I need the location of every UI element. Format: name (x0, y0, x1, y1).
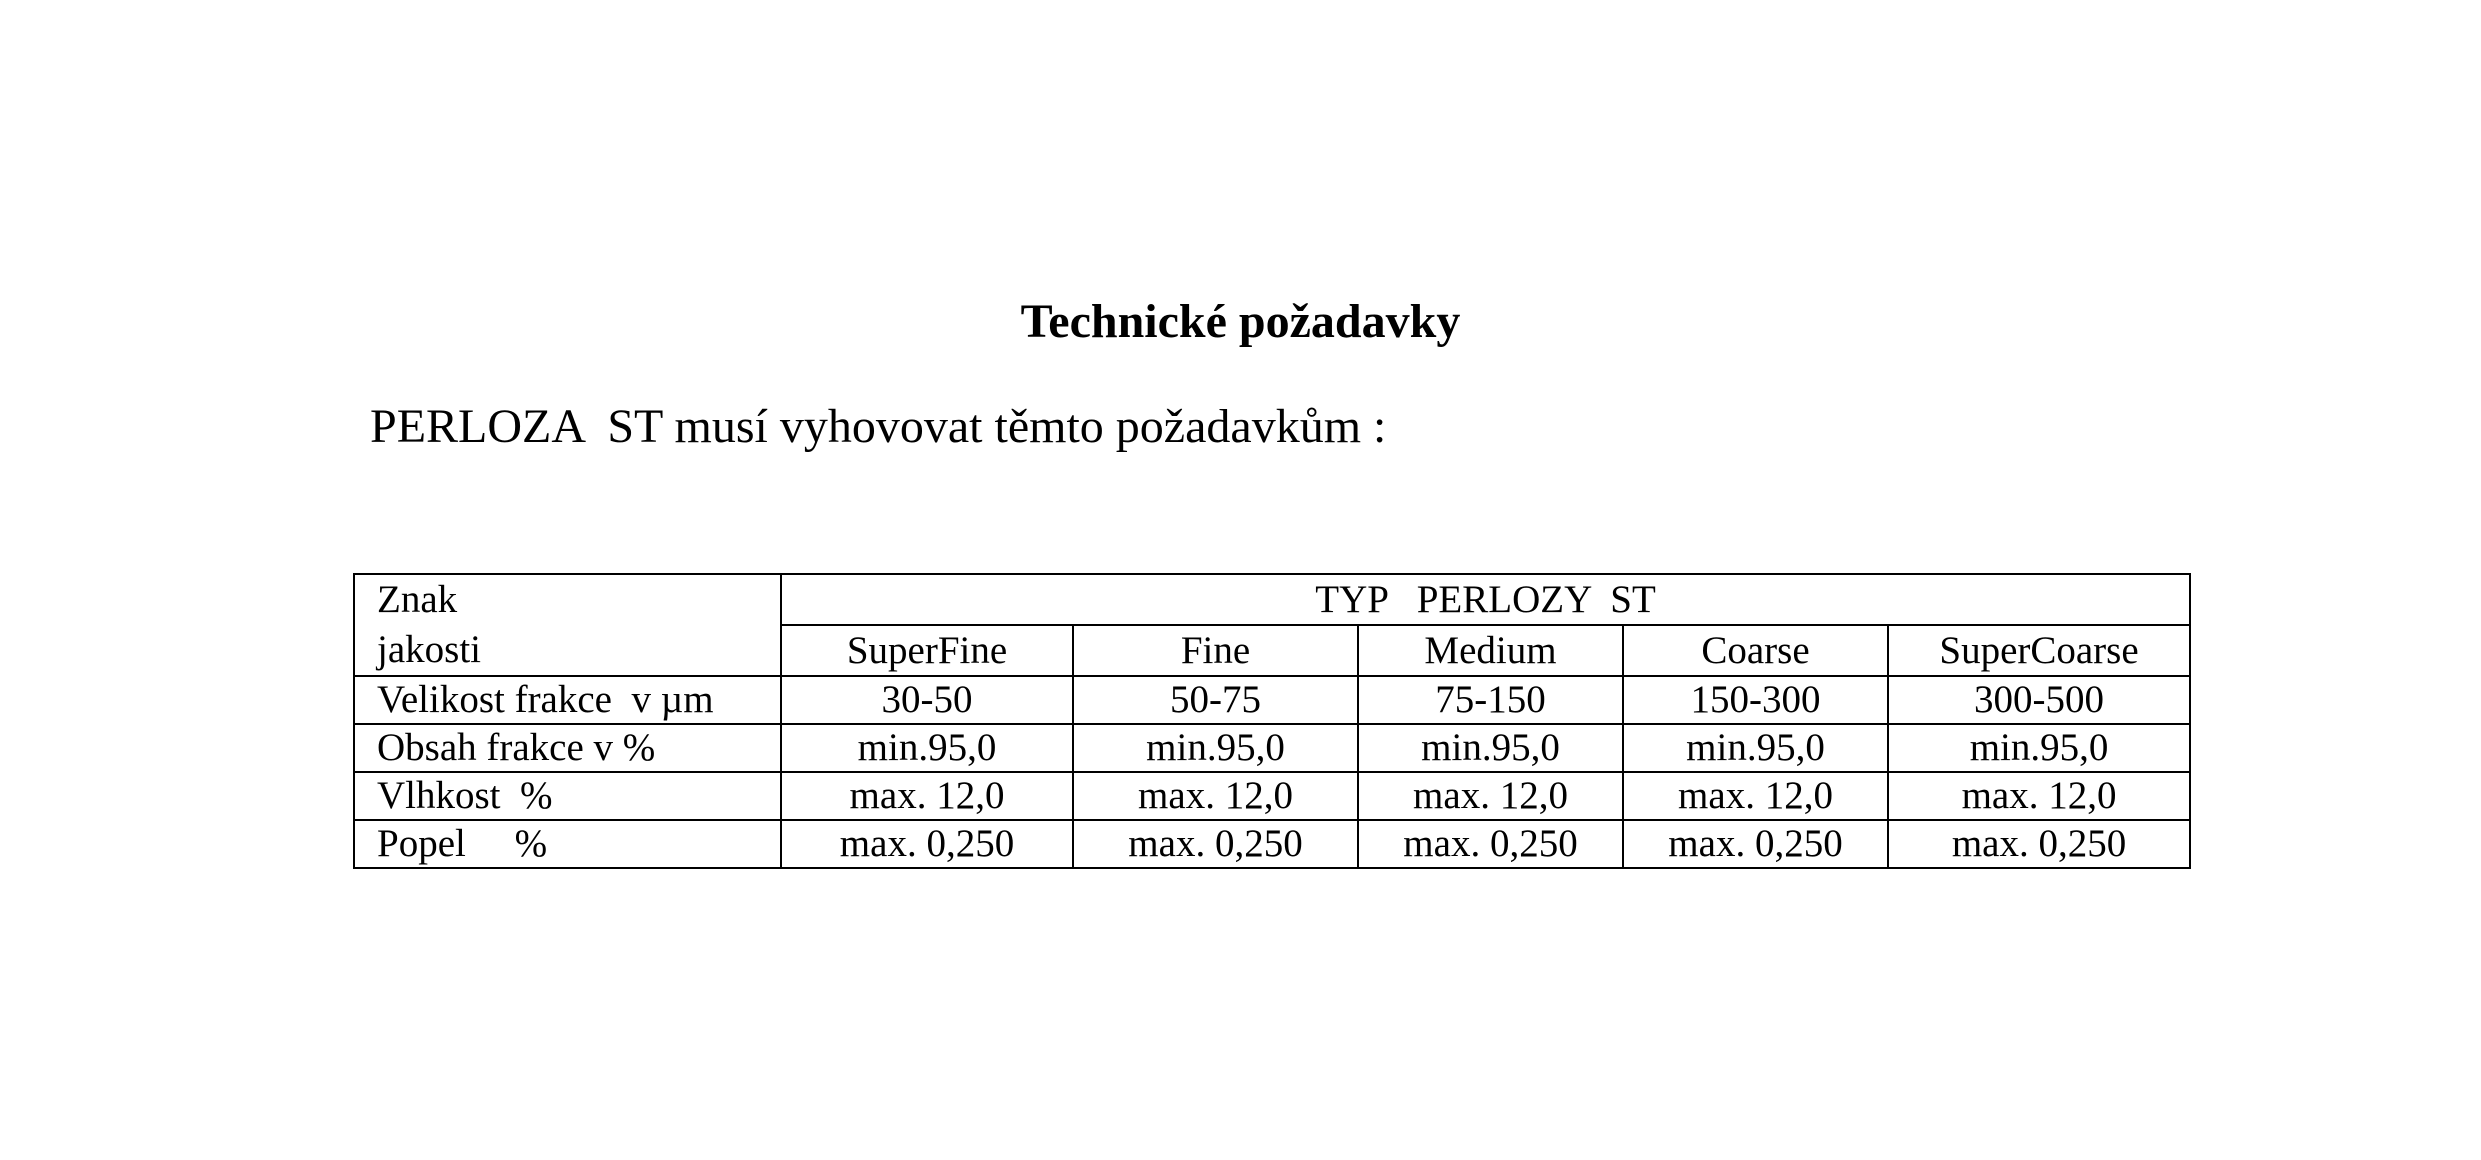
table-cell: max. 0,250 (1073, 820, 1358, 868)
table-cell: 50-75 (1073, 676, 1358, 724)
requirements-table (353, 573, 2191, 869)
table-cell: 75-150 (1358, 676, 1623, 724)
table-row (354, 676, 2190, 724)
table-cell: max. 0,250 (1888, 820, 2190, 868)
row-label: Popel % (354, 820, 781, 868)
table-cell: max. 12,0 (1073, 772, 1358, 820)
table-cell: max. 12,0 (781, 772, 1073, 820)
quality-sign-header-line1: Znak (377, 578, 458, 621)
table-cell: min.95,0 (1073, 724, 1358, 772)
table-cell: max. 0,250 (781, 820, 1073, 868)
row-label: Vlhkost % (354, 772, 781, 820)
quality-sign-header (354, 574, 781, 676)
table-header-row (354, 574, 2190, 625)
row-label: Velikost frakce v µm (354, 676, 781, 724)
page-title: Technické požadavky (1020, 295, 1461, 348)
table-cell: 150-300 (1623, 676, 1888, 724)
perloza-type-header: TYP PERLOZY ST (781, 574, 2190, 625)
table-cell: min.95,0 (1358, 724, 1623, 772)
column-header: Fine (1073, 625, 1358, 676)
table-cell: 300-500 (1888, 676, 2190, 724)
table-cell: max. 0,250 (1358, 820, 1623, 868)
table-row (354, 724, 2190, 772)
table-cell: min.95,0 (1888, 724, 2190, 772)
table-cell: max. 12,0 (1888, 772, 2190, 820)
table-cell: max. 12,0 (1623, 772, 1888, 820)
row-label: Obsah frakce v % (354, 724, 781, 772)
table-cell: min.95,0 (1623, 724, 1888, 772)
table-cell: max. 0,250 (1623, 820, 1888, 868)
table-row (354, 772, 2190, 820)
column-header: SuperFine (781, 625, 1073, 676)
column-header: Medium (1358, 625, 1623, 676)
column-header: Coarse (1623, 625, 1888, 676)
column-header: SuperCoarse (1888, 625, 2190, 676)
quality-sign-header-line2: jakosti (377, 628, 481, 671)
table-row (354, 820, 2190, 868)
intro-text: PERLOZA ST musí vyhovovat těmto požadavkům : (370, 400, 1387, 453)
table-cell: min.95,0 (781, 724, 1073, 772)
table-cell: 30-50 (781, 676, 1073, 724)
table-cell: max. 12,0 (1358, 772, 1623, 820)
